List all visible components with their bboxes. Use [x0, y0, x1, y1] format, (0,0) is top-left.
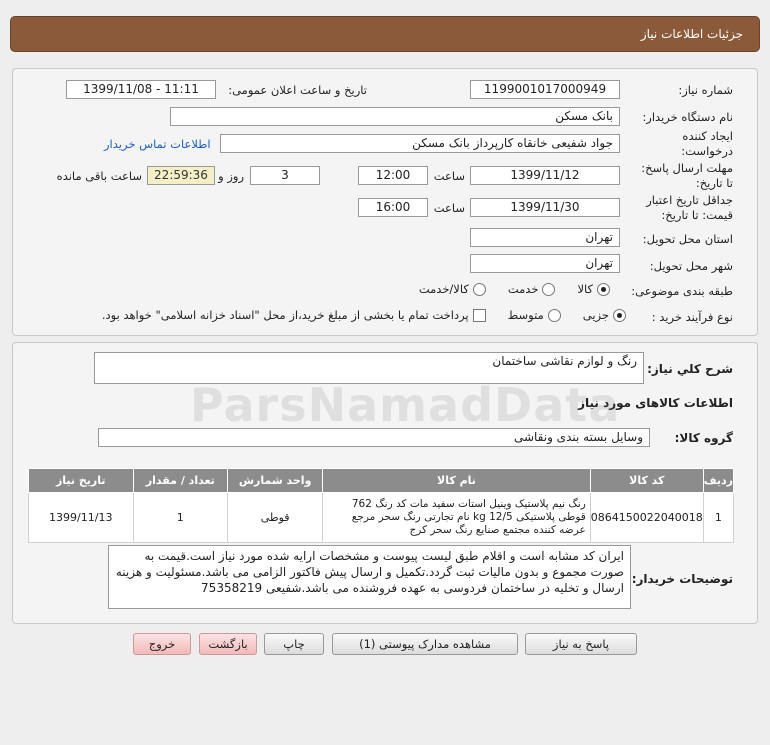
category-service-radio[interactable]: [542, 283, 555, 296]
process-label: نوع فرآیند خرید :: [651, 310, 733, 324]
summary-field: رنگ و لوازم نقاشی ساختمان: [94, 352, 644, 384]
cell-date: 1399/11/13: [29, 493, 134, 543]
deadline-date-field: 1399/11/12: [470, 166, 620, 185]
category-service-text: خدمت: [507, 282, 539, 296]
category-label: طبقه بندی موضوعی:: [631, 284, 733, 298]
goods-group-field: وسایل بسته بندی ونقاشی: [98, 428, 650, 447]
category-goods-service-radio[interactable]: [473, 283, 486, 296]
cell-qty: 1: [133, 493, 228, 543]
category-service-option[interactable]: [508, 282, 556, 296]
process-medium-radio[interactable]: [548, 309, 561, 322]
remaining-time-label: ساعت باقی مانده: [56, 169, 142, 183]
deadline-time-field: 12:00: [358, 166, 428, 185]
reply-button[interactable]: پاسخ به نیاز: [525, 633, 637, 655]
goods-section-title: اطلاعات کالاهای مورد نیاز: [578, 396, 733, 410]
watermark: ParsNamadData: [190, 378, 621, 432]
process-medium-text: متوسط: [507, 308, 544, 322]
remaining-time-field: 22:59:36: [147, 166, 215, 185]
back-button[interactable]: بازگشت: [199, 633, 257, 655]
category-radio-group: [419, 282, 610, 296]
items-table: [28, 468, 734, 543]
cell-unit: قوطی: [228, 493, 323, 543]
col-name-header: نام کالا: [323, 469, 591, 493]
buyer-notes-label: توضیحات خریدار:: [631, 572, 733, 586]
process-partial-text: جزیی: [582, 308, 609, 322]
cell-row: 1: [703, 493, 733, 543]
province-label: استان محل تحویل:: [642, 232, 733, 246]
deadline-label: مهلت ارسال پاسخ: تا تاریخ:: [641, 161, 733, 190]
col-row-header: ردیف: [703, 469, 733, 493]
treasury-payment-checkbox[interactable]: [473, 309, 486, 322]
buyer-notes-field: ایران کد مشابه است و اقلام طبق لیست پیوست و مشخصات ارایه شده مورد نیاز است.قیمت به صورت مجموع و بدون مالیات ثبت گردد.تکمیل و ارسال پیش فاکتور الزامی می باشد.مسئولیت و هزینه ارسال و تخلیه در ساختمان فردوسی به عهده فروشنده می باشد.شفیعی 75358219: [108, 545, 631, 609]
creator-label: ایجاد کننده درخواست:: [681, 129, 733, 158]
treasury-payment-text: پرداخت تمام یا بخشی از مبلغ خرید،از محل "اسناد خزانه اسلامی" خواهد بود.: [101, 308, 469, 322]
validity-time-field: 16:00: [358, 198, 428, 217]
process-radio-group: [102, 308, 626, 322]
announce-label: تاریخ و ساعت اعلان عمومی:: [228, 83, 367, 97]
validity-label: جداقل تاریخ اعتبار قیمت: تا تاریخ:: [646, 193, 733, 222]
category-goods-radio[interactable]: [597, 283, 610, 296]
page-header: [10, 16, 760, 52]
province-field: تهران: [470, 228, 620, 247]
goods-group-label: گروه کالا:: [674, 431, 733, 445]
city-label: شهر محل تحویل:: [649, 259, 733, 273]
items-table-header-row: [29, 469, 734, 493]
deadline-time-label: ساعت: [433, 169, 465, 183]
summary-label: شرح کلي نياز:: [647, 362, 733, 376]
treasury-payment-option[interactable]: [102, 308, 486, 322]
print-button[interactable]: چاپ: [264, 633, 324, 655]
days-label: روز و: [218, 169, 244, 183]
buyer-org-field: بانک مسکن: [170, 107, 620, 126]
city-field: تهران: [470, 254, 620, 273]
col-unit-header: واحد شمارش: [228, 469, 323, 493]
process-partial-option[interactable]: [583, 308, 626, 322]
process-medium-option[interactable]: [508, 308, 561, 322]
items-table-wrapper: [28, 468, 734, 543]
announce-field: 1399/11/08 - 11:11: [66, 80, 216, 99]
process-partial-radio[interactable]: [613, 309, 626, 322]
col-code-header: کد کالا: [590, 469, 703, 493]
cell-code: 0864150022040018: [590, 493, 703, 543]
category-goods-service-text: کالا/خدمت: [418, 282, 469, 296]
buyer-org-label: نام دستگاه خریدار:: [642, 110, 733, 124]
table-row: [29, 493, 734, 543]
category-goods-text: کالا: [577, 282, 593, 296]
category-goods-service-option[interactable]: [419, 282, 486, 296]
validity-date-field: 1399/11/30: [470, 198, 620, 217]
days-field: 3: [250, 166, 320, 185]
validity-time-label: ساعت: [433, 201, 465, 215]
view-attachments-button[interactable]: مشاهده مدارک پیوستی (1): [332, 633, 518, 655]
need-number-label: شماره نیاز:: [678, 83, 733, 97]
cell-name: رنگ نیم پلاستیک وینیل استات سفید مات کد رنگ 762 قوطی پلاستیکی kg 12/5 نام تجارتی رنگ سحر مرجع عرضه کننده مجتمع صنایع رنگ سحر کرج: [323, 493, 591, 543]
buyer-contact-link[interactable]: اطلاعات تماس خریدار: [104, 137, 211, 151]
exit-button[interactable]: خروج: [133, 633, 191, 655]
creator-field: جواد شفیعی خانقاه کارپرداز بانک مسکن: [220, 134, 620, 153]
col-date-header: تاریخ نیاز: [29, 469, 134, 493]
category-goods-option[interactable]: [577, 282, 610, 296]
col-qty-header: تعداد / مقدار: [133, 469, 228, 493]
page-title: جزئیات اطلاعات نیاز: [640, 27, 743, 41]
need-number-field: 1199001017000949: [470, 80, 620, 99]
